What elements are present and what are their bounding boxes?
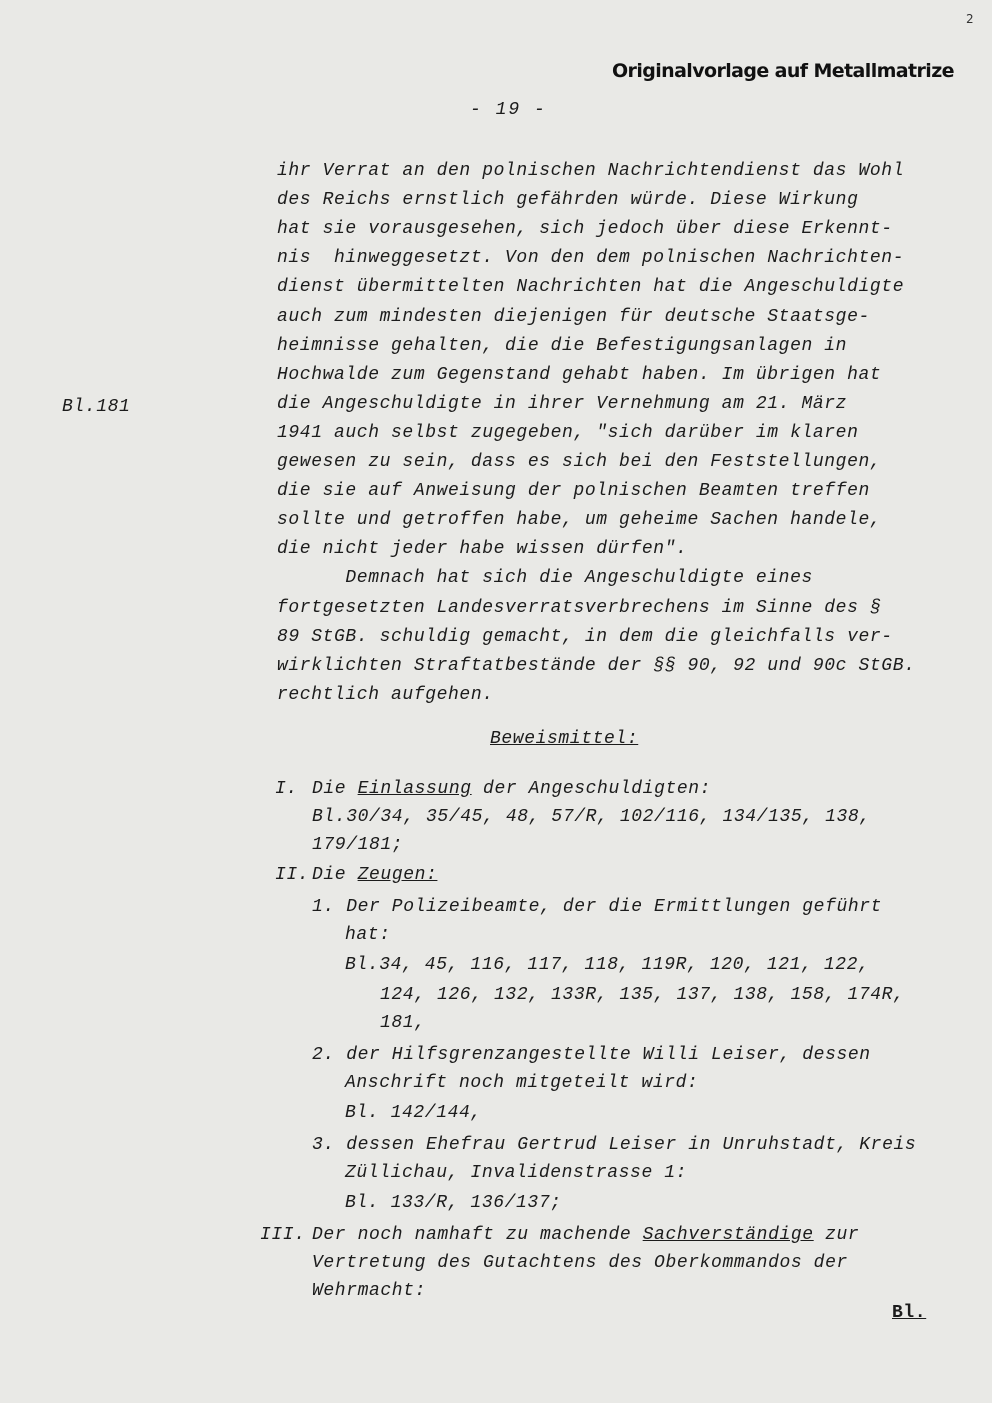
- witness-1-refs-2: 124, 126, 132, 133R, 135, 137, 138, 158, 174R,: [380, 985, 905, 1005]
- body-line: Demnach hat sich die Angeschuldigte eines: [277, 568, 813, 589]
- evidence-iii-line-2: Vertretung des Gutachtens des Oberkommandos der: [312, 1253, 848, 1273]
- body-line: sollte und getroffen habe, um geheime Sachen handele,: [277, 510, 882, 531]
- body-line: wirklichten Straftatbestände der §§ 90, 92 und 90c StGB.: [277, 655, 916, 676]
- witness-1-refs-3: 181,: [380, 1013, 426, 1033]
- evidence-iii-number: III.: [260, 1225, 306, 1245]
- evidence-i-refs-2: 179/181;: [312, 835, 404, 855]
- witness-1-line-2: hat:: [345, 925, 391, 945]
- body-line: hat sie vorausgesehen, sich jedoch über diese Erkennt-: [277, 219, 893, 240]
- margin-note: Bl.181: [62, 397, 131, 417]
- corner-mark: 2: [966, 12, 974, 26]
- evidence-iii-line-3: Wehrmacht:: [312, 1281, 427, 1301]
- evidence-i-refs-1: Bl.30/34, 35/45, 48, 57/R, 102/116, 134/135, 138,: [312, 807, 871, 827]
- body-line: 1941 auch selbst zugegeben, "sich darüber im klaren: [277, 422, 859, 443]
- body-line: die sie auf Anweisung der polnischen Beamten treffen: [277, 481, 870, 502]
- evidence-i-number: I.: [275, 779, 298, 799]
- catchword: Bl.: [892, 1303, 927, 1323]
- body-line: die Angeschuldigte in ihrer Vernehmung am 21. März: [277, 393, 848, 414]
- body-line: rechtlich aufgehen.: [277, 684, 494, 705]
- body-line: ihr Verrat an den polnischen Nachrichtendienst das Wohl: [277, 161, 905, 181]
- evidence-ii-number: II.: [275, 865, 310, 885]
- evidence-iii-line: Der noch namhaft zu machende Sachverständige zur: [312, 1225, 860, 1245]
- witness-2-refs: Bl. 142/144,: [345, 1103, 482, 1123]
- body-line: Hochwalde zum Gegenstand gehabt haben. Im übrigen hat: [277, 364, 882, 385]
- body-line: nis hinweggesetzt. Von den dem polnischen Nachrichten-: [277, 248, 905, 269]
- witness-3-line-2: Züllichau, Invalidenstrasse 1:: [345, 1163, 688, 1183]
- evidence-ii-line: Die Zeugen:: [312, 865, 438, 885]
- witness-1-refs-1: Bl.34, 45, 116, 117, 118, 119R, 120, 121, 122,: [345, 955, 870, 975]
- evidence-i-line: Die Einlassung der Angeschuldigten:: [312, 779, 712, 799]
- witness-1-line-1: 1. Der Polizeibeamte, der die Ermittlungen geführt: [312, 897, 883, 917]
- body-line: des Reichs ernstlich gefährden würde. Diese Wirkung: [277, 190, 859, 211]
- body-line: gewesen zu sein, dass es sich bei den Feststellungen,: [277, 452, 882, 472]
- evidence-heading: Beweismittel:: [490, 729, 639, 749]
- witness-2-line-1: 2. der Hilfsgrenzangestellte Willi Leiser, dessen: [312, 1045, 871, 1065]
- witness-3-line-1: 3. dessen Ehefrau Gertrud Leiser in Unruhstadt, Kreis: [312, 1135, 917, 1155]
- witness-3-refs: Bl. 133/R, 136/137;: [345, 1193, 562, 1213]
- page-number: - 19 -: [470, 100, 547, 120]
- body-line: auch zum mindesten diejenigen für deutsche Staatsge-: [277, 306, 870, 327]
- body-line: heimnisse gehalten, die die Befestigungsanlagen in: [277, 335, 848, 356]
- body-line: dienst übermittelten Nachrichten hat die Angeschuldigte: [277, 277, 905, 298]
- metal-matrix-stamp: Originalvorlage auf Metallmatrize: [612, 60, 954, 82]
- body-line: die nicht jeder habe wissen dürfen".: [277, 539, 688, 560]
- body-line: fortgesetzten Landesverratsverbrechens im Sinne des §: [277, 597, 882, 618]
- witness-2-line-2: Anschrift noch mitgeteilt wird:: [345, 1073, 699, 1093]
- body-line: 89 StGB. schuldig gemacht, in dem die gleichfalls ver-: [277, 626, 893, 647]
